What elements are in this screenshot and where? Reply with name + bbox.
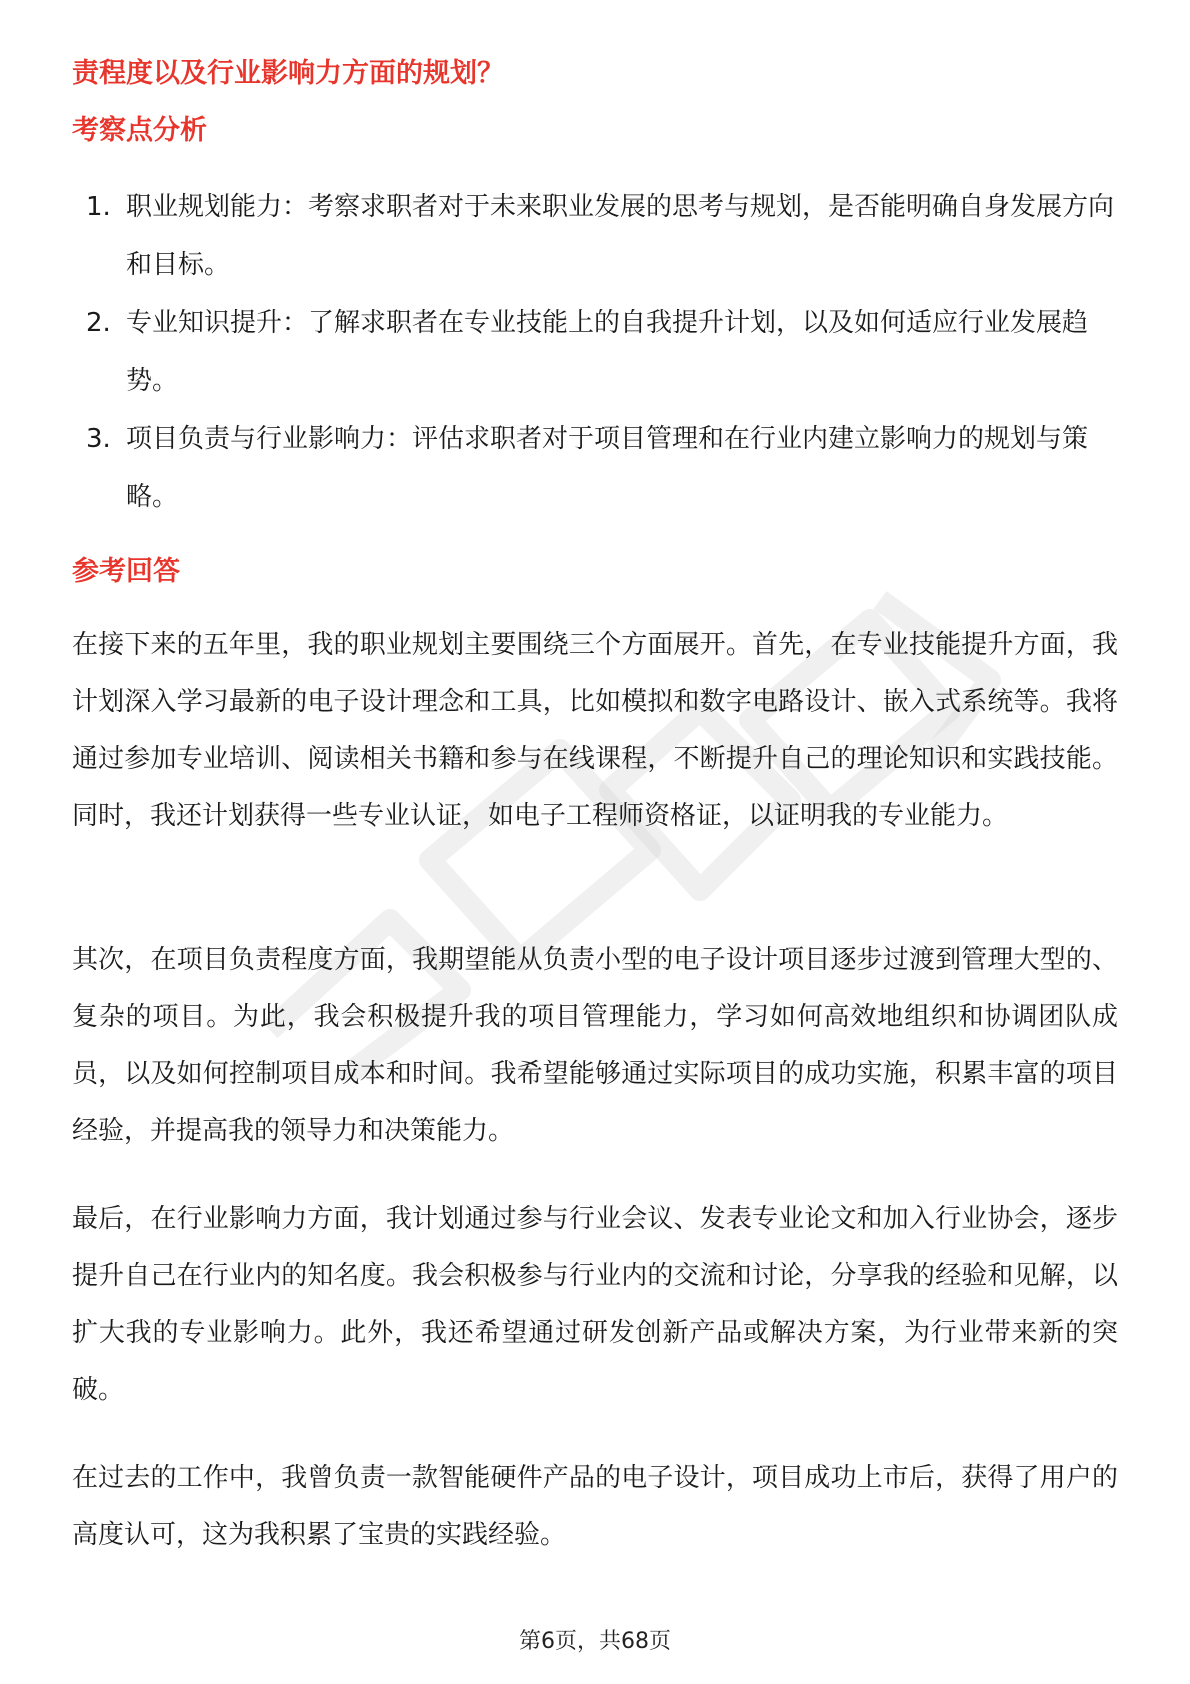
analysis-item-text: 项目负责与行业影响力：评估求职者对于项目管理和在行业内建立影响力的规划与策略。 — [126, 424, 1089, 512]
page-number: 第6页，共68页 — [519, 1629, 671, 1654]
answer-heading: 参考回答 — [72, 556, 180, 587]
answer-paragraph: 在接下来的五年里，我的职业规划主要围绕三个方面展开。首先，在专业技能提升方面，我计划深入学习最新的电子设计理念和工具，比如模拟和数字电路设计、嵌入式系统等。我将通过参加专业培训、阅读相关书籍和参与在线课程，不断提升自己的理论知识和实践技能。同时，我还计划获得一些专业认证，如电子工程师资格证，以证明我的专业能力。 — [72, 630, 1118, 831]
answer-paragraph: 在过去的工作中，我曾负责一款智能硬件产品的电子设计，项目成功上市后，获得了用户的高度认可，这为我积累了宝贵的实践经验。 — [72, 1463, 1118, 1550]
answer-paragraph: 最后，在行业影响力方面，我计划通过参与行业会议、发表专业论文和加入行业协会，逐步提升自己在行业内的知名度。我会积极参与行业内的交流和讨论，分享我的经验和见解，以扩大我的专业影响力。此外，我还希望通过研发创新产品或解决方案，为行业带来新的突破。 — [72, 1204, 1118, 1405]
analysis-heading: 考察点分析 — [72, 115, 207, 146]
analysis-item-text: 职业规划能力：考察求职者对于未来职业发展的思考与规划，是否能明确自身发展方向和目标。 — [126, 192, 1115, 280]
analysis-item-text: 专业知识提升：了解求职者在专业技能上的自我提升计划，以及如何适应行业发展趋势。 — [126, 308, 1089, 396]
question-continued-heading: 责程度以及行业影响力方面的规划？ — [72, 58, 504, 89]
analysis-list — [72, 178, 1118, 526]
answer-paragraph: 其次，在项目负责程度方面，我期望能从负责小型的电子设计项目逐步过渡到管理大型的、复杂的项目。为此，我会积极提升我的项目管理能力，学习如何高效地组织和协调团队成员，以及如何控制项目成本和时间。我希望能够通过实际项目的成功实施，积累丰富的项目经验，并提高我的领导力和决策能力。 — [72, 945, 1118, 1146]
analysis-item-number: 2. — [86, 308, 111, 338]
analysis-item — [72, 410, 1118, 526]
analysis-item — [72, 294, 1118, 410]
analysis-item — [72, 178, 1118, 294]
analysis-item-number: 1. — [86, 192, 111, 222]
analysis-item-number: 3. — [86, 424, 111, 454]
document-page — [72, 0, 1118, 1684]
